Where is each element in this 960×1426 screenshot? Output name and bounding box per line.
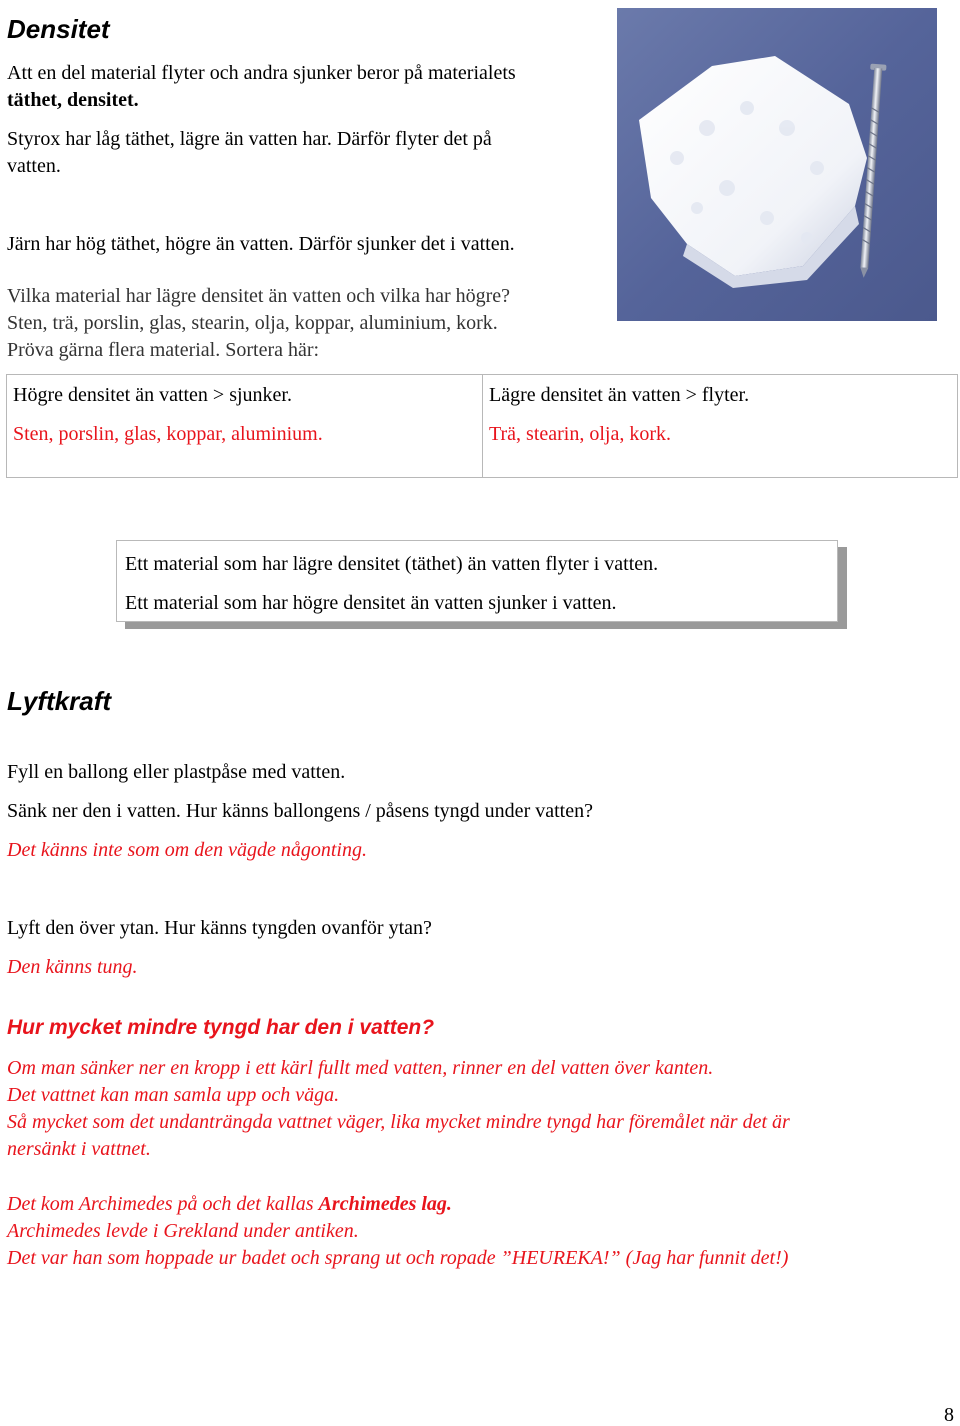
jarn-line: Järn har hög täthet, högre än vatten. Därför sjunker det i vatten. [7,233,515,255]
summary-line-2: Ett material som har högre densitet än vatten sjunker i vatten. [125,592,617,614]
intro-line-1: Att en del material flyter och andra sjunker beror på materialets [7,62,516,84]
archimedes-line-2: Archimedes levde i Grekland under antiken. [7,1220,359,1242]
intro-line-2: täthet, densitet. [7,89,139,111]
lyftkraft-step-2: Sänk ner den i vatten. Hur känns ballongens / påsens tyngd under vatten? [7,800,593,822]
table-left-header: Högre densitet än vatten > sjunker. [13,384,292,406]
section-title-densitet: Densitet [7,14,110,44]
styrofoam-nail-photo [617,8,937,321]
question-line-1: Vilka material har lägre densitet än vatten och vilka har högre? [7,285,511,307]
table-divider [482,375,483,477]
question-line-3: Pröva gärna flera material. Sortera här: [7,339,320,361]
lyftkraft-step-3: Lyft den över ytan. Hur känns tyngden ovanför ytan? [7,917,432,939]
archimedes-line-3: Det var han som hoppade ur badet och sprang ut och ropade ”HEUREKA!” (Jag har funnit det!) [7,1247,789,1269]
summary-box [116,540,838,622]
explanation-line-1: Om man sänker ner en kropp i ett kärl fullt med vatten, rinner en del vatten över kanten. [7,1057,714,1079]
lyftkraft-step-1: Fyll en ballong eller plastpåse med vatten. [7,761,346,783]
section-title-lyftkraft: Lyftkraft [7,686,112,716]
explanation-line-2: Det vattnet kan man samla upp och väga. [7,1084,340,1106]
question-heading: Hur mycket mindre tyngd har den i vatten? [7,1016,435,1039]
page-number: 8 [944,1404,954,1426]
styrox-line-1: Styrox har låg täthet, lägre än vatten har. Därför flyter det på [7,128,492,150]
explanation-line-4: nersänkt i vattnet. [7,1138,151,1160]
question-line-2: Sten, trä, porslin, glas, stearin, olja, koppar, aluminium, kork. [7,312,498,334]
table-right-header: Lägre densitet än vatten > flyter. [489,384,750,406]
summary-line-1: Ett material som har lägre densitet (täthet) än vatten flyter i vatten. [125,553,659,575]
table-right-answer: Trä, stearin, olja, kork. [489,423,672,445]
explanation-line-3: Så mycket som det undanträngda vattnet väger, lika mycket mindre tyngd har föremålet när det är [7,1111,790,1133]
lyftkraft-answer-2: Det känns inte som om den vägde någonting. [7,839,367,861]
styrox-line-2: vatten. [7,155,61,177]
sort-table [6,374,958,478]
archimedes-law: Archimedes lag. [318,1193,452,1215]
archimedes-line-1 [7,1191,452,1218]
table-left-answer: Sten, porslin, glas, koppar, aluminium. [13,423,323,445]
archimedes-line-1-text: Det kom Archimedes på och det kallas [7,1193,319,1215]
lyftkraft-answer-3: Den känns tung. [7,956,138,978]
